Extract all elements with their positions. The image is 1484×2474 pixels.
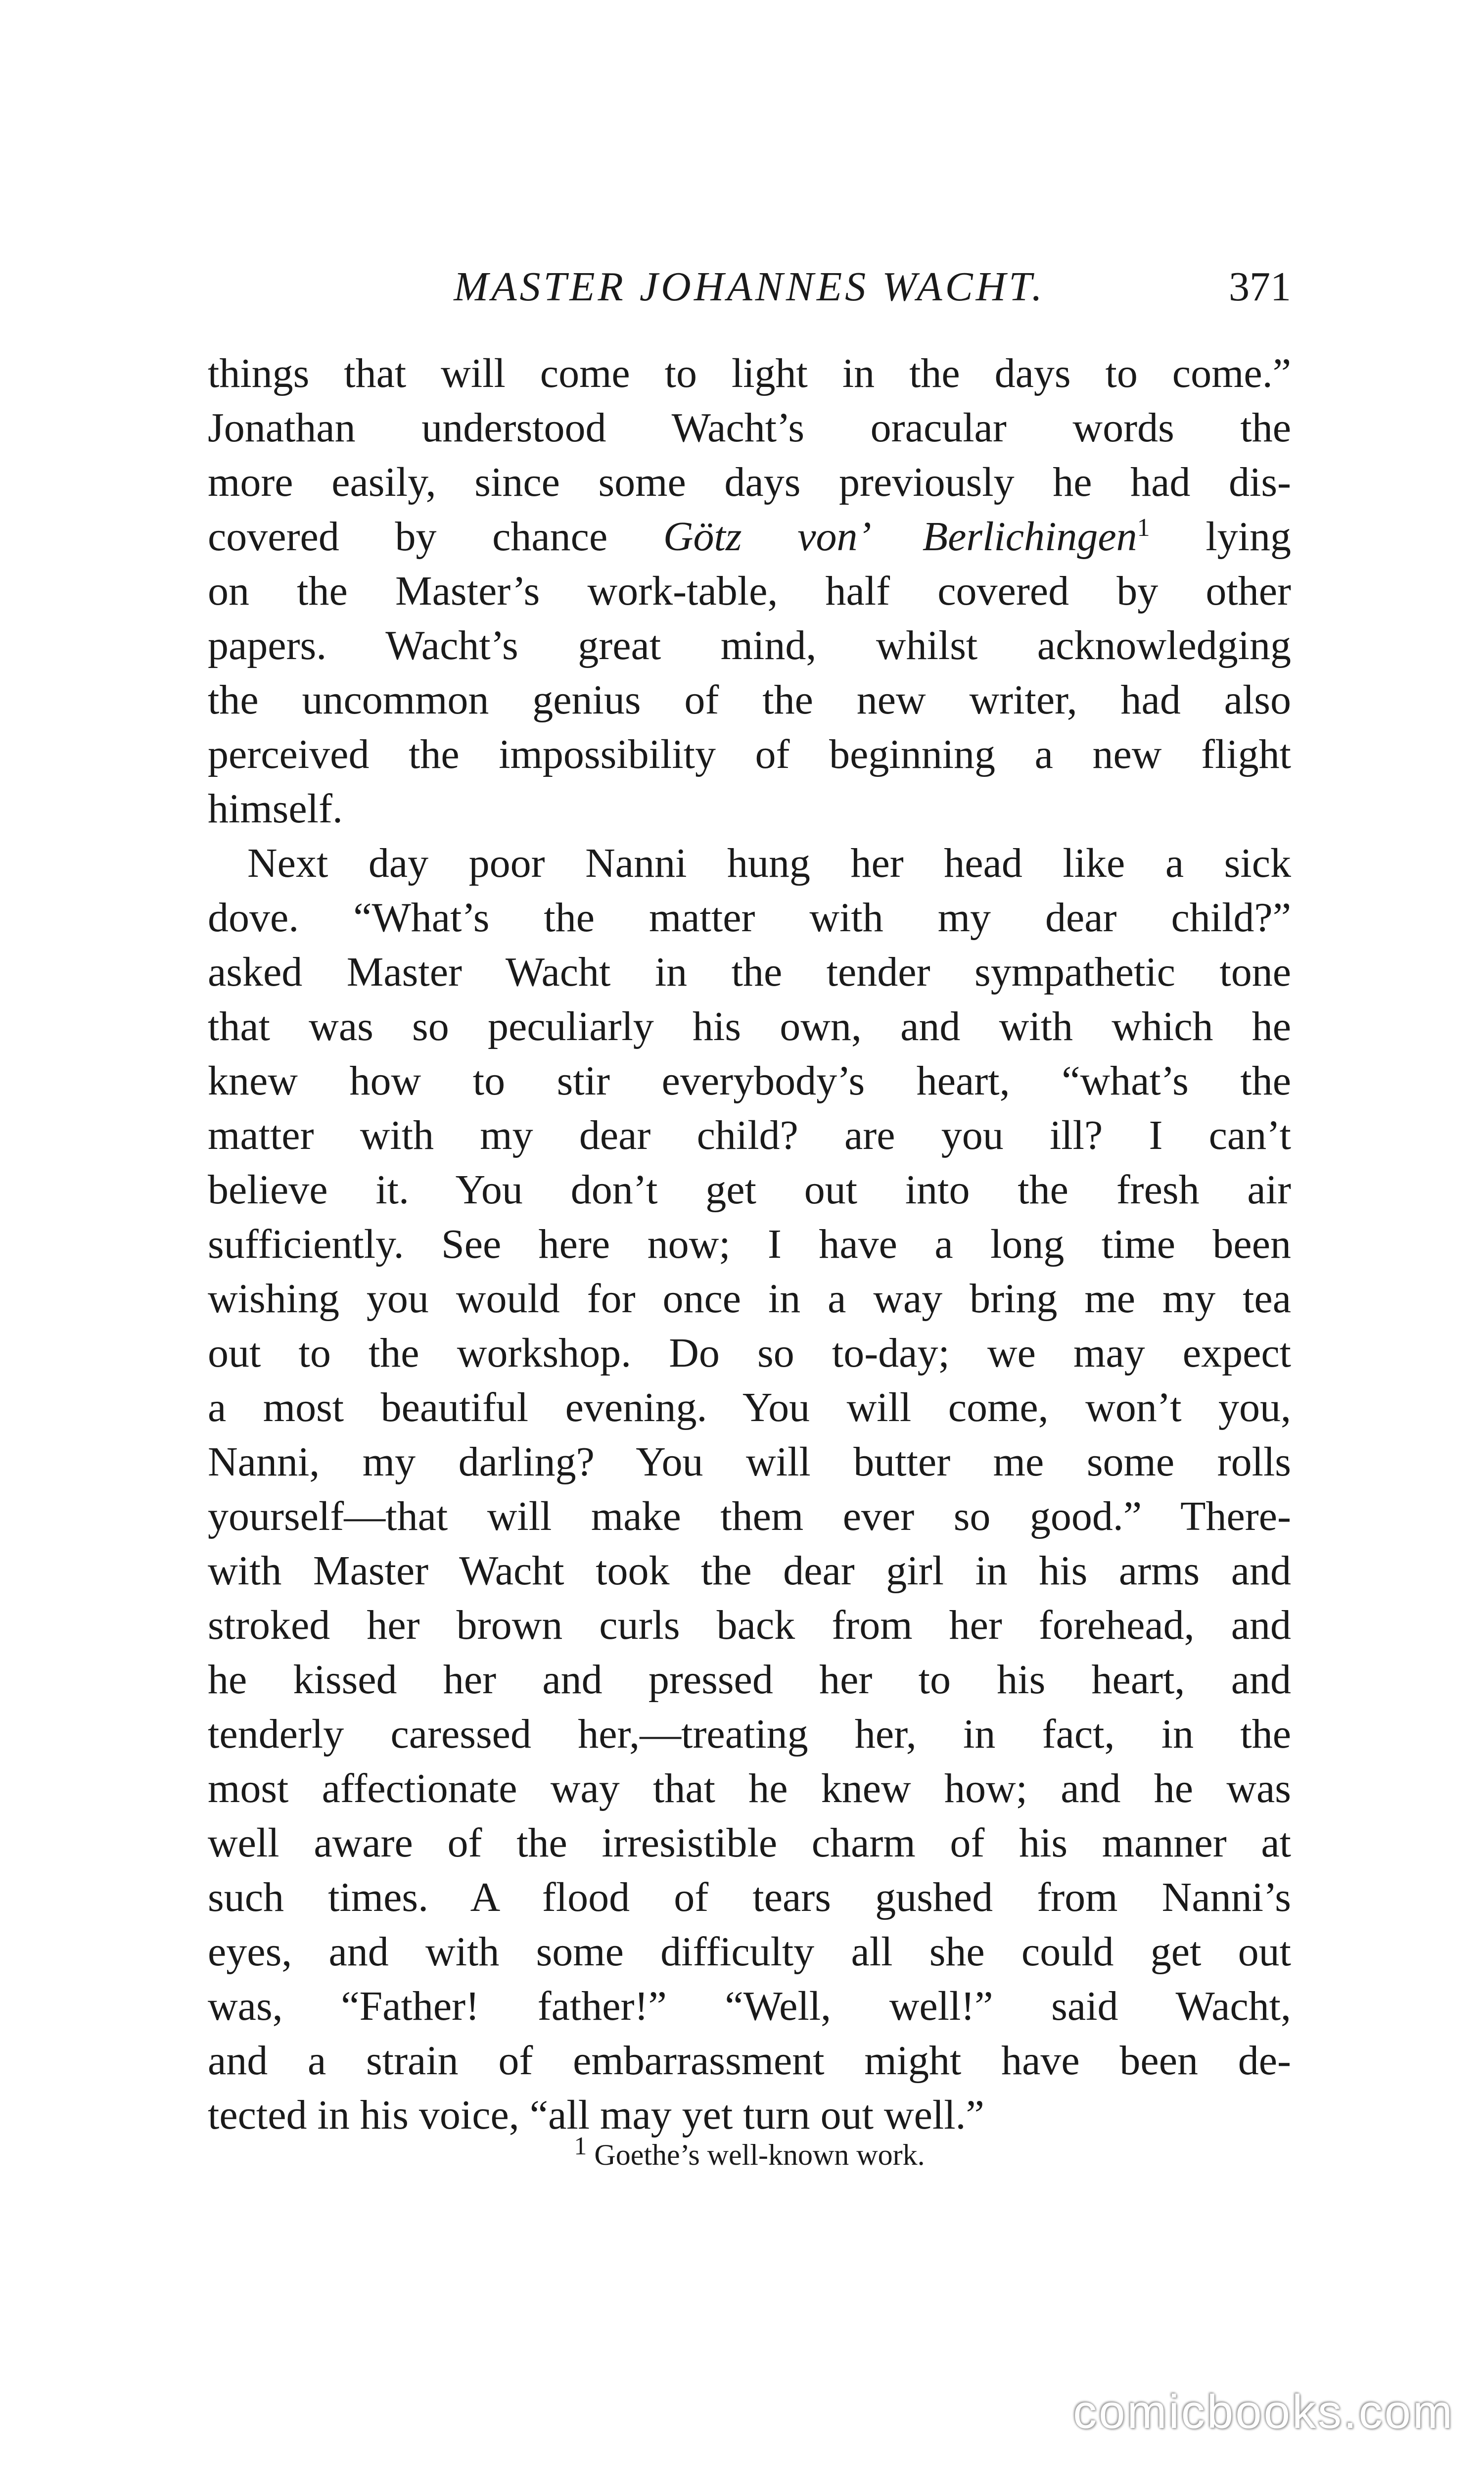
text-line: was, “Father! father!” “Well, well!” said Wacht, [208, 1983, 1291, 2029]
text-line: on the Master’s work-table, half covered by other [208, 568, 1291, 614]
text-line: asked Master Wacht in the tender sympathetic tone [208, 949, 1291, 995]
text-line: tenderly caressed her,—treating her, in fact, in the [208, 1711, 1291, 1757]
text-line: wishing you would for once in a way bring me my tea [208, 1276, 1291, 1322]
body-text [208, 346, 1291, 2142]
text-line: eyes, and with some difficulty all she could get out [208, 1929, 1291, 1975]
line-fragment: covered by chance [208, 514, 608, 560]
text-line: papers. Wacht’s great mind, whilst acknowledging [208, 622, 1291, 668]
text-line: perceived the impossibility of beginning a new flight [208, 731, 1291, 777]
text-line: himself. [208, 786, 343, 832]
text-line: knew how to stir everybody’s heart, “what’s the [208, 1058, 1291, 1104]
footnote-reference: 1 [1137, 514, 1150, 542]
text-line: yourself—that will make them ever so good.” There- [208, 1493, 1291, 1539]
text-line: a most beautiful evening. You will come, won’t you, [208, 1384, 1291, 1430]
text-line: tected in his voice, “all may yet turn out well.” [208, 2092, 984, 2138]
text-line: most affectionate way that he knew how; and he was [208, 1765, 1291, 1811]
text-line: stroked her brown curls back from her forehead, and [208, 1602, 1291, 1648]
text-line: sufficiently. See here now; I have a long time been [208, 1221, 1291, 1267]
text-line: things that will come to light in the days to come.” [208, 350, 1291, 396]
text-line: the uncommon genius of the new writer, had also [208, 677, 1291, 723]
text-line: Jonathan understood Wacht’s oracular words the [208, 405, 1291, 451]
text-line: with Master Wacht took the dear girl in his arms and [208, 1548, 1291, 1594]
page-number: 371 [1229, 264, 1291, 310]
watermark: comicbooks.com [1073, 2385, 1454, 2438]
line-fragment: lying [1206, 514, 1291, 560]
text-line: well aware of the irresistible charm of his manner at [208, 1820, 1291, 1866]
text-line: Next day poor Nanni hung her head like a sick [247, 840, 1291, 886]
running-head [208, 257, 1291, 317]
work-title: Götz von’ Berlichingen [663, 514, 1137, 560]
footnote-text: Goethe’s well-known work. [594, 2139, 925, 2171]
text-line: out to the workshop. Do so to-day; we may expect [208, 1330, 1291, 1376]
text-line-with-title [208, 510, 1291, 564]
text-line: such times. A flood of tears gushed from Nanni’s [208, 1874, 1291, 1920]
text-line: that was so peculiarly his own, and with which he [208, 1003, 1291, 1049]
text-line: more easily, since some days previously he had dis- [208, 459, 1291, 505]
text-line: dove. “What’s the matter with my dear child?” [208, 895, 1291, 941]
text-line: matter with my dear child? are you ill? I can’t [208, 1112, 1291, 1158]
footnote-marker: 1 [574, 2132, 587, 2160]
running-title: MASTER JOHANNES WACHT. [454, 264, 1045, 310]
text-line: he kissed her and pressed her to his heart, and [208, 1657, 1291, 1703]
text-line: and a strain of embarrassment might have been de- [208, 2038, 1291, 2084]
footnote [208, 2133, 1291, 2177]
text-line: Nanni, my darling? You will butter me some rolls [208, 1439, 1291, 1485]
text-line: believe it. You don’t get out into the fresh air [208, 1167, 1291, 1213]
